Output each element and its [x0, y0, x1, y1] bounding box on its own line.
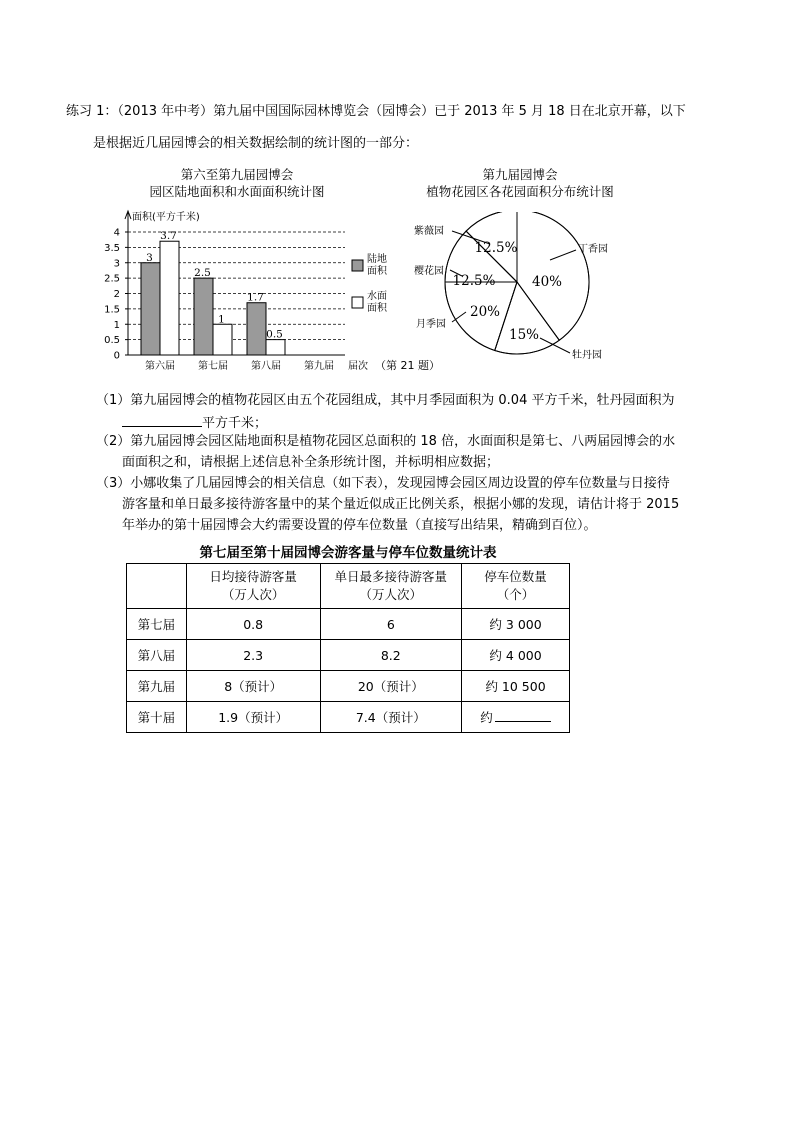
pie-slice-label: 樱花园 [414, 266, 444, 277]
question-2-line-1: （2）第九届园博会园区陆地面积是植物花园区总面积的 18 倍，水面面积是第七、八两届园博会的水 [96, 434, 676, 449]
question-3-line-2: 游客量和单日最多接待游客量中的某个量近似成正比例关系，根据小娜的发现，请估计将于 2015 [122, 497, 680, 512]
table-header-row [127, 564, 570, 609]
y-tick-label: 3.5 [104, 242, 120, 254]
y-tick-label: 0.5 [104, 335, 120, 347]
table-cell: 第十届 [127, 702, 187, 733]
bar [141, 263, 160, 355]
table-cell: 6 [320, 609, 462, 640]
pie-chart-title-line-2: 植物花园区各花园面积分布统计图 [426, 184, 614, 199]
legend-swatch [352, 260, 363, 271]
y-tick-label: 4 [113, 227, 120, 239]
pie-slice-label: 月季园 [416, 319, 446, 330]
bar [213, 324, 232, 355]
bar [266, 340, 285, 355]
pie-slice-percent: 20% [469, 304, 501, 320]
bar-chart-title-line-1: 第六至第九届园博会 [180, 167, 294, 182]
header-cell-daily-avg: 日均接待游客量 （万人次） [186, 564, 320, 609]
header-cell-daily-max: 单日最多接待游客量 （万人次） [320, 564, 462, 609]
pie-chart-title [380, 166, 660, 200]
header-cell-empty [127, 564, 187, 609]
bar [160, 241, 179, 355]
legend-label-line-1: 水面 [367, 291, 387, 302]
intro-line-1: 练习 1：（2013 年中考）第九届中国国际园林博览会（园博会）已于 2013 年 5 月 18 日在北京开幕，以下 [66, 104, 686, 119]
x-tick-label: 第九届 [304, 361, 334, 372]
table-row [127, 671, 570, 702]
y-tick-label: 1 [113, 319, 120, 331]
bar-value-label: 0.5 [266, 328, 283, 341]
pie-slice-percent: 12.5% [474, 240, 518, 256]
table-row [127, 609, 570, 640]
answer-blank[interactable] [122, 413, 202, 427]
bar-value-label: 1.7 [247, 291, 264, 304]
bar-value-label: 3.7 [160, 230, 177, 243]
table-cell: 1.9（预计） [186, 702, 320, 733]
stats-table [126, 563, 570, 733]
table-cell: 第九届 [127, 671, 187, 702]
question-2-line-2: 面面积之和，请根据上述信息补全条形统计图，并标明相应数据； [122, 455, 500, 470]
figure-caption: （第 21 题） [375, 359, 440, 372]
y-tick-label: 1.5 [104, 304, 120, 316]
x-axis-label: 届次 [348, 361, 368, 372]
y-tick-label: 0 [113, 350, 120, 362]
pie-chart [400, 212, 630, 372]
legend-swatch [352, 297, 363, 308]
table-cell: 2.3 [186, 640, 320, 671]
pie-slice-percent: 40% [531, 274, 563, 290]
bar-chart-title-line-2: 园区陆地面积和水面面积统计图 [149, 184, 325, 199]
pie-slice-label: 丁香园 [578, 244, 608, 255]
bar-chart-title [122, 166, 352, 200]
table-cell-answer: 约 [462, 702, 570, 733]
bar-value-label: 3 [146, 251, 153, 264]
bar [194, 278, 213, 355]
table-cell: 约 10 500 [462, 671, 570, 702]
question-3-line-1: （3）小娜收集了几届园博会的相关信息（如下表），发现园博会园区周边设置的停车位数量与日接待 [96, 476, 670, 491]
pie-chart-title-line-1: 第九届园博会 [482, 167, 558, 182]
table-title: 第七届至第十届园博会游客量与停车位数量统计表 [199, 545, 497, 561]
pie-slice-percent: 15% [508, 327, 540, 343]
table-cell: 0.8 [186, 609, 320, 640]
x-tick-label: 第八届 [251, 361, 281, 372]
table-cell: 20（预计） [320, 671, 462, 702]
legend-label-line-1: 陆地 [367, 254, 387, 265]
y-tick-label: 3 [113, 258, 120, 270]
y-tick-label: 2 [113, 289, 120, 300]
pie-slice-label: 牡丹园 [572, 350, 602, 361]
x-tick-label: 第七届 [198, 361, 228, 372]
question-3-line-3: 年举办的第十届园博会大约需要设置的停车位数量（直接写出结果，精确到百位）。 [122, 518, 597, 533]
bar [247, 303, 266, 355]
y-axis-label: 面积(平方千米) [132, 212, 200, 223]
table-row [127, 702, 570, 733]
y-tick-label: 2.5 [104, 273, 120, 285]
legend-label-line-2: 面积 [367, 266, 387, 277]
question-1-line-1: （1）第九届园博会的植物花园区由五个花园组成，其中月季园面积为 0.04 平方千米，牡丹园面积为 [96, 393, 675, 408]
answer-blank[interactable] [495, 708, 551, 722]
pie-slice-label: 紫薇园 [414, 226, 444, 237]
question-1-suffix: 平方千米； [202, 416, 268, 431]
header-cell-parking: 停车位数量 （个） [462, 564, 570, 609]
intro-line-2: 是根据近几届园博会的相关数据绘制的统计图的一部分： [93, 136, 419, 151]
bar-value-label: 2.5 [194, 267, 211, 280]
table-cell: 第七届 [127, 609, 187, 640]
bar-value-label: 1 [218, 313, 225, 326]
table-cell: 约 3 000 [462, 609, 570, 640]
pie-slice-percent: 12.5% [452, 273, 496, 289]
table-cell: 约 4 000 [462, 640, 570, 671]
table-cell: 8（预计） [186, 671, 320, 702]
legend-label-line-2: 面积 [367, 303, 387, 314]
table-cell: 第八届 [127, 640, 187, 671]
x-tick-label: 第六届 [145, 361, 175, 372]
table-row [127, 640, 570, 671]
table-cell: 7.4（预计） [320, 702, 462, 733]
table-cell: 8.2 [320, 640, 462, 671]
question-1-line-2 [122, 413, 267, 433]
